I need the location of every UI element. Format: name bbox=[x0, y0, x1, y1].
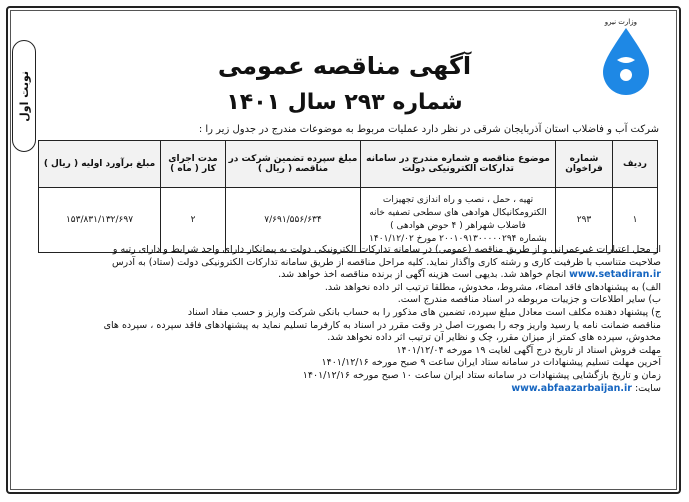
table-row bbox=[39, 188, 658, 253]
col-subject: موضوع مناقصه و شماره مندرج در سامانه تدارکات الکترونیکی دولت bbox=[361, 141, 556, 188]
intro-text: شرکت آب و فاضلاب استان آذربایجان شرقی در نظر دارد عملیات مربوط به موضوعات مندرج در جدول زیر را : bbox=[198, 124, 659, 135]
tender-table bbox=[38, 140, 658, 253]
col-duration: مدت اجرای کار ( ماه ) bbox=[161, 141, 226, 188]
subject-line: فاضلاب شهراهر ( ۴ حوض هوادهی ) bbox=[390, 221, 526, 231]
terms-section bbox=[21, 244, 661, 395]
subject-line: الکترومکانیکال هوادهی های سطحی تصفیه خانه bbox=[369, 208, 547, 218]
cell-subject bbox=[361, 188, 556, 253]
body-line: مخدوش، سپرده های کمتر از میزان مقرر، چک و نظایر آن ترتیب اثر داده نخواهد شد. bbox=[327, 332, 661, 344]
ministry-tag: وزارت نیرو bbox=[604, 18, 637, 26]
table-header-row bbox=[39, 141, 658, 188]
body-line: زمان و تاریخ بازگشایی پیشنهادات در سامانه ستاد ایران ساعت ۱۰ صبح مورخه ۱۴۰۱/۱۲/۱۶ bbox=[302, 369, 661, 381]
col-estimate: مبلغ برآورد اولیه ( ریال ) bbox=[39, 141, 161, 188]
edition-label: نوبت اول bbox=[17, 70, 31, 122]
setadiran-link[interactable]: www.setadiran.ir bbox=[569, 269, 661, 281]
website-label: سایت: bbox=[634, 382, 661, 394]
body-line: مهلت فروش اسناد از تاریخ درج آگهی لغایت ۱۹ مورخه ۱۴۰۱/۱۲/۰۴ bbox=[396, 344, 661, 356]
website-link[interactable]: www.abfaazarbaijan.ir bbox=[511, 382, 632, 394]
cell-estimate: ۱۵۳/۸۳۱/۱۳۲/۶۹۷ bbox=[39, 188, 161, 253]
body-line: آخرین مهلت تسلیم پیشنهادات در سامانه ستاد ایران ساعت ۹ صبح مورخه ۱۴۰۱/۱۲/۱۶ bbox=[321, 357, 661, 369]
col-number: شماره فراخوان bbox=[556, 141, 613, 188]
cell-number: ۲۹۳ bbox=[556, 188, 613, 253]
body-line: ج) پیشنهاد دهنده مکلف است معادل مبلغ سپرده، تضمین های مذکور را به حساب بانکی شرکت واریز و حسب مفاد اسناد bbox=[187, 306, 661, 318]
body-line: از محل اعتبارات غیرعمرانی و از طریق مناقصه (عمومی) در سامانه تدارکات الکترونیکی دولت به پیمانکار دارای واجد شرایط و دارای رتبه و bbox=[112, 244, 661, 255]
body-line: ب) سایر اطلاعات و جزییات مربوطه در اسناد مناقصه مندرج است. bbox=[397, 294, 661, 306]
col-deposit: مبلغ سپرده تضمین شرکت در مناقصه ( ریال ) bbox=[226, 141, 361, 188]
body-line: الف) به پیشنهادهای فاقد امضاء، مشروط، مخدوش، مطلقا ترتیب اثر داده نخواهد شد. bbox=[324, 281, 661, 293]
cell-index: ۱ bbox=[613, 188, 658, 253]
page-title: آگهی مناقصه عمومی bbox=[217, 52, 472, 80]
cell-duration: ۲ bbox=[161, 188, 226, 253]
subject-line: بشماره ۲۰۰۱۰۹۱۳۰۰۰۰۰۲۹۴ مورخ ۱۴۰۱/۱۲/۰۲ bbox=[369, 234, 547, 244]
body-line: صلاحیت متناسب با ظرفیت کاری و رشته کاری واگذار نماید. کلیه مراحل مناقصه از طریق سامانه تدارکات الکترونیکی دولت (ستاد) به آدرس bbox=[111, 256, 661, 268]
body-line: مناقصه ضمانت نامه یا رسید واریز وجه را بصورت اصل در وقت مقرر در اسناد به کارفرما تسلیم نماید به پیشنهادهای فاقد سپرده ، سپرده های bbox=[103, 319, 661, 331]
subject-line: تهیه ، حمل ، نصب و راه اندازی تجهیزات bbox=[382, 195, 534, 205]
cell-deposit: ۷/۶۹۱/۵۵۶/۶۳۴ bbox=[226, 188, 361, 253]
col-index: ردیف bbox=[613, 141, 658, 188]
body-line: انجام خواهد شد. بدیهی است هزینه آگهی از برنده مناقصه اخذ خواهد شد. bbox=[278, 269, 567, 281]
tender-number: شماره ۲۹۳ سال ۱۴۰۱ bbox=[226, 90, 463, 115]
